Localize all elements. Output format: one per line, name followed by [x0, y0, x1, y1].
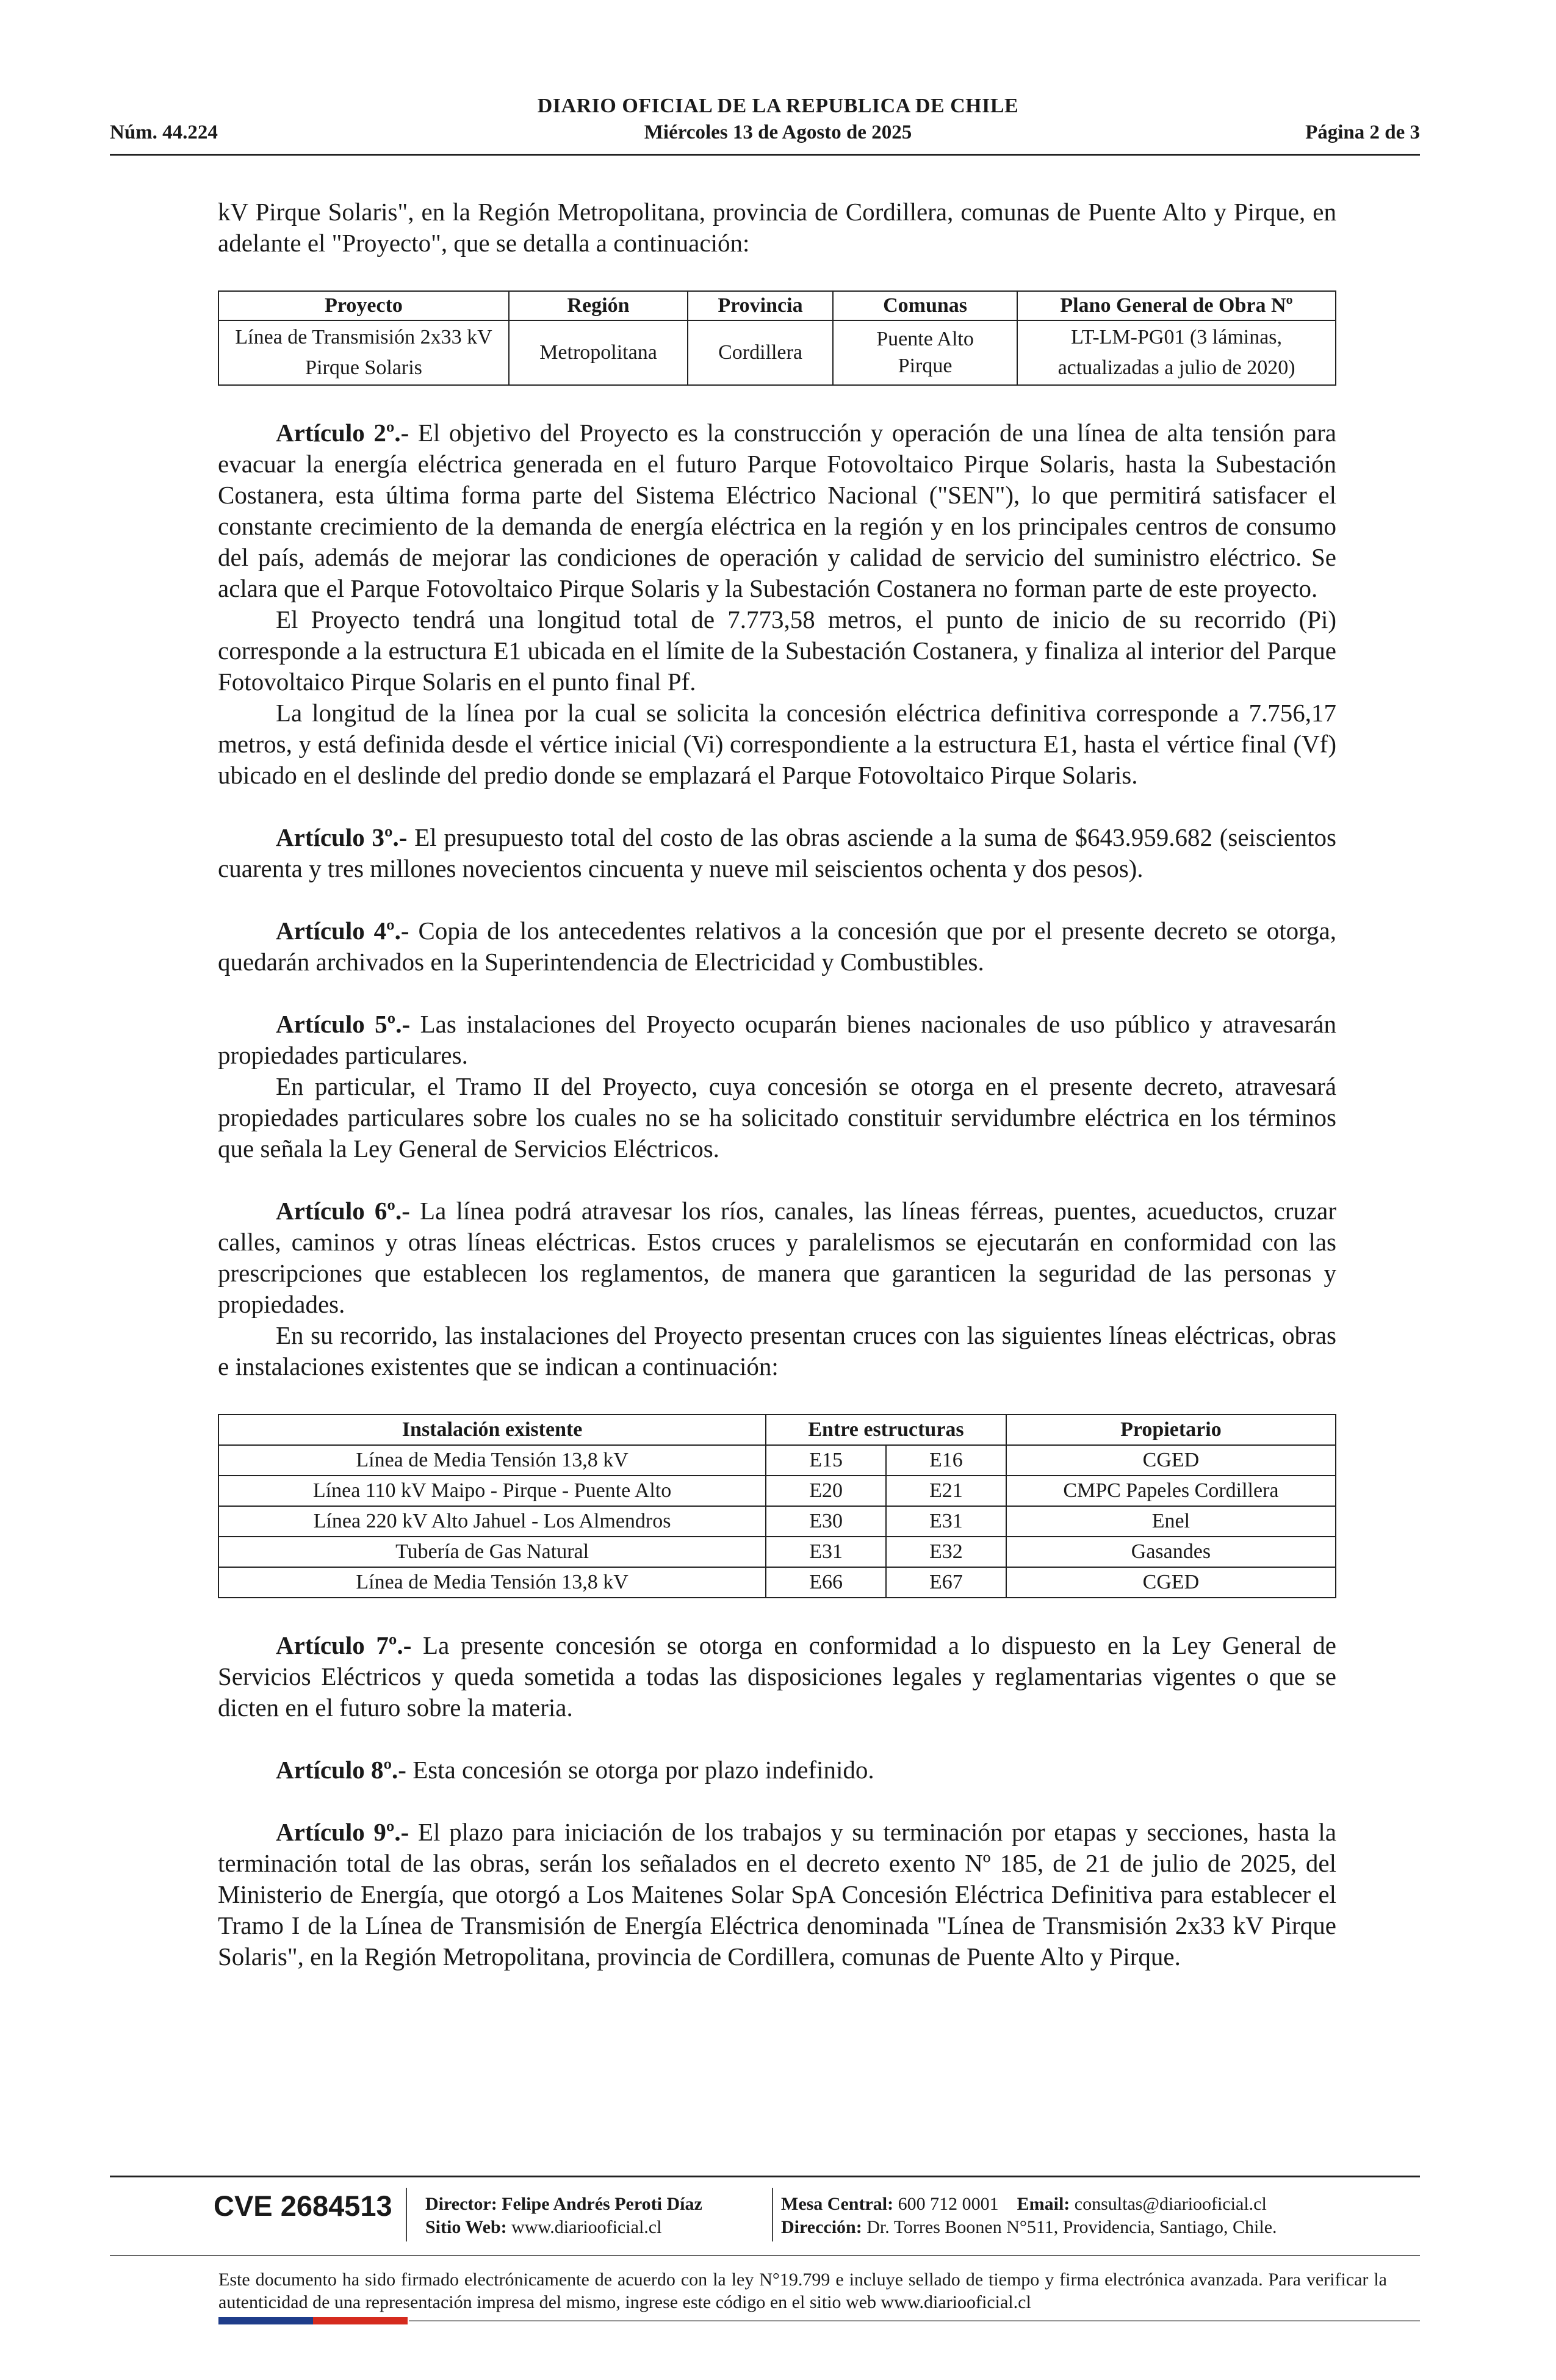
issue-number: Núm. 44.224 [110, 121, 218, 143]
comuna-name: Pirque [898, 355, 953, 377]
article-text: Las instalaciones del Proyecto ocuparán bienes nacionales de uso público y atravesarán propiedades particulares. [218, 1010, 1337, 1069]
article-3-paragraph [218, 822, 1336, 884]
table-row [218, 1567, 1336, 1598]
article-text: El objetivo del Proyecto es la construcción y operación de una línea de alta tensión para evacuar la energía eléctrica generada en el futuro Parque Fotovoltaico Pirque Solaris, hasta la Subestación Costanera, esta última forma parte del Sistema Eléctrico Nacional ("SEN"), lo que permitirá satisfacer el constante crecimiento de la demanda de energía eléctrica en la región y en los principales centros de consumo del país, además de mejorar las condiciones de operación y calidad de servicio del suministro eléctrico. Se aclara que el Parque Fotovoltaico Pirque Solaris y la Subestación Costanera no forman parte de este proyecto. [218, 419, 1337, 602]
article-5-paragraph-2: En particular, el Tramo II del Proyecto, cuya concesión se otorga en el presente decreto, atravesará propiedades particulares sobre los cuales no se ha solicitado constituir servidumbre eléctrica en los términos que señala la Ley General de Servicios Eléctricos. [218, 1072, 1336, 1163]
table-cell: E15 [766, 1445, 886, 1476]
table-cell: E16 [886, 1445, 1006, 1476]
director-label: Director: [425, 2194, 497, 2214]
table-row [218, 1445, 1336, 1476]
table-header-row [218, 291, 1336, 320]
article-text: La presente concesión se otorga en conformidad a lo dispuesto en la Ley General de Servicios Eléctricos y queda sometida a todas las disposiciones legales y reglamentarias vigentes o que se dicten en el futuro sobre la materia. [218, 1631, 1336, 1722]
article-text: El plazo para iniciación de los trabajos y su terminación por etapas y secciones, hasta la terminación total de las obras, serán los señalados en el decreto exento Nº 185, de 21 de julio de 2025, del Ministerio de Energía, que otorgó a Los Maitenes Solar SpA Concesión Eléctrica Definitiva para establecer el Tramo I de la Línea de Transmisión de Energía Eléctrica denominada "Línea de Transmisión 2x33 kV Pirque Solaris", en la Región Metropolitana, provincia de Cordillera, comunas de Puente Alto y Pirque. [218, 1818, 1336, 1971]
table-cell: CMPC Papeles Cordillera [1006, 1476, 1336, 1506]
website-link[interactable]: www.diariooficial.cl [511, 2217, 662, 2237]
legal-notice: Este documento ha sido firmado electrónicamente de acuerdo con la ley N°19.799 e incluye sellado de tiempo y firma electrónica avanzada. Para verificar la autenticidad de una representación impresa del mismo, ingrese este código en el sitio web www.diariooficial.cl [218, 2270, 1387, 2312]
article-6-title: Artículo 6º.- [276, 1197, 410, 1225]
table-cell: Línea de Media Tensión 13,8 kV [218, 1567, 766, 1598]
table-cell: E20 [766, 1476, 886, 1506]
director-line [425, 2193, 702, 2216]
table-cell: E30 [766, 1506, 886, 1537]
website-line [425, 2216, 661, 2239]
newspaper-title: DIARIO OFICIAL DE LA REPUBLICA DE CHILE [537, 95, 1019, 117]
footer-divider [409, 2320, 1420, 2321]
article-8-paragraph [218, 1754, 1336, 1786]
table-row [218, 320, 1336, 385]
article-3-title: Artículo 3º.- [276, 823, 408, 851]
email-link[interactable]: consultas@diariooficial.cl [1074, 2194, 1267, 2214]
column-header: Región [509, 291, 688, 320]
table-row [218, 1506, 1336, 1537]
address-label: Dirección: [781, 2217, 862, 2237]
column-header: Propietario [1006, 1415, 1336, 1445]
header-divider [110, 154, 1420, 156]
column-header: Entre estructuras [766, 1415, 1006, 1445]
column-header: Proyecto [218, 291, 509, 320]
page-indicator: Página 2 de 3 [1305, 121, 1420, 143]
email-label: Email: [1017, 2194, 1070, 2214]
table-cell: E32 [886, 1537, 1006, 1567]
table-cell: Cordillera [688, 320, 833, 385]
address-text: Dr. Torres Boonen N°511, Providencia, Santiago, Chile. [866, 2217, 1277, 2237]
table-cell: Línea de Transmisión 2x33 kV Pirque Solaris [218, 320, 509, 385]
footer-divider [110, 2255, 1420, 2256]
intro-paragraph: kV Pirque Solaris", en la Región Metropolitana, provincia de Cordillera, comunas de Puente Alto y Pirque, en adelante el "Proyecto", que se detalla a continuación: [218, 198, 1336, 257]
article-text: Copia de los antecedentes relativos a la concesión que por el presente decreto se otorga, quedarán archivados en la Superintendencia de Electricidad y Combustibles. [218, 917, 1337, 976]
mesa-phone: 600 712 0001 [898, 2194, 999, 2214]
table-cell: Línea 110 kV Maipo - Pirque - Puente Alto [218, 1476, 766, 1506]
table-cell: E21 [886, 1476, 1006, 1506]
article-6-paragraph-2: En su recorrido, las instalaciones del Proyecto presentan cruces con las siguientes líneas eléctricas, obras e instalaciones existentes que se indican a continuación: [218, 1321, 1336, 1380]
table-cell: E66 [766, 1567, 886, 1598]
article-2-paragraph-2: El Proyecto tendrá una longitud total de 7.773,58 metros, el punto de inicio de su recorrido (Pi) corresponde a la estructura E1 ubicada en el límite de la Subestación Costanera, y finaliza al interior del Parque Fotovoltaico Pirque Solaris en el punto final Pf. [218, 605, 1336, 696]
flag-red-segment [313, 2317, 408, 2324]
website-label: Sitio Web: [425, 2217, 507, 2237]
column-header: Plano General de Obra Nº [1017, 291, 1336, 320]
table-cell: E31 [886, 1506, 1006, 1537]
director-name: Felipe Andrés Peroti Díaz [502, 2194, 702, 2214]
mesa-line [781, 2193, 1267, 2216]
column-header: Provincia [688, 291, 833, 320]
article-5-title: Artículo 5º.- [276, 1010, 411, 1038]
article-7-paragraph [218, 1630, 1336, 1723]
table-cell: CGED [1006, 1567, 1336, 1598]
flag-blue-segment [218, 2317, 313, 2324]
document-body [218, 197, 1336, 1972]
table-row [218, 1476, 1336, 1506]
article-text: La línea podrá atravesar los ríos, canales, las líneas férreas, puentes, acueductos, cruzar calles, caminos y otras líneas eléctricas. Estos cruces y paralelismos se ejecutarán en conformidad con las prescripciones que establecen los reglamentos, de manera que garanticen la seguridad de las personas y propiedades. [218, 1197, 1336, 1318]
table-header-row [218, 1415, 1336, 1445]
address-line [781, 2216, 1277, 2239]
table-cell: Línea 220 kV Alto Jahuel - Los Almendros [218, 1506, 766, 1537]
column-header: Instalación existente [218, 1415, 766, 1445]
article-2-paragraph-3: La longitud de la línea por la cual se solicita la concesión eléctrica definitiva corresponde a 7.756,17 metros, y está definida desde el vértice inicial (Vi) correspondiente a la estructura E1, hasta el vértice final (Vf) ubicado en el deslinde del predio donde se emplazará el Parque Fotovoltaico Pirque Solaris. [218, 699, 1336, 789]
table-cell: Metropolitana [509, 320, 688, 385]
project-table [218, 290, 1336, 386]
table-cell: Enel [1006, 1506, 1336, 1537]
table-cell: Tubería de Gas Natural [218, 1537, 766, 1567]
article-7-title: Artículo 7º.- [276, 1631, 412, 1659]
table-cell: CGED [1006, 1445, 1336, 1476]
comuna-name: Puente Alto [876, 328, 974, 350]
footer-divider [110, 2176, 1420, 2177]
article-text: El presupuesto total del costo de las obras asciende a la suma de $643.959.682 (seiscientos cuarenta y tres millones novecientos cincuenta y nueve mil seiscientos ochenta y dos pesos). [218, 823, 1337, 882]
article-8-title: Artículo 8º.- [276, 1756, 406, 1784]
article-2-paragraph [218, 417, 1336, 604]
article-6-paragraph [218, 1195, 1336, 1320]
cve-code: CVE 2684513 [214, 2190, 392, 2222]
issue-date: Miércoles 13 de Agosto de 2025 [644, 121, 912, 143]
table-cell: E67 [886, 1567, 1006, 1598]
chile-flag-stripe [218, 2317, 408, 2324]
article-9-paragraph [218, 1817, 1336, 1972]
article-2-title: Artículo 2º.- [276, 419, 409, 447]
article-text: Esta concesión se otorga por plazo indefinido. [412, 1756, 874, 1784]
table-row [218, 1537, 1336, 1567]
article-4-title: Artículo 4º.- [276, 917, 409, 945]
article-4-paragraph [218, 915, 1336, 978]
table-cell: E31 [766, 1537, 886, 1567]
article-5-paragraph [218, 1009, 1336, 1071]
crossings-table [218, 1414, 1336, 1598]
table-cell: LT-LM-PG01 (3 láminas, actualizadas a julio de 2020) [1017, 320, 1336, 385]
footer-separator [406, 2188, 407, 2241]
footer-separator [772, 2188, 773, 2241]
table-cell [833, 320, 1017, 385]
article-9-title: Artículo 9º.- [276, 1818, 409, 1846]
mesa-label: Mesa Central: [781, 2194, 894, 2214]
column-header: Comunas [833, 291, 1017, 320]
table-cell: Gasandes [1006, 1537, 1336, 1567]
table-cell: Línea de Media Tensión 13,8 kV [218, 1445, 766, 1476]
